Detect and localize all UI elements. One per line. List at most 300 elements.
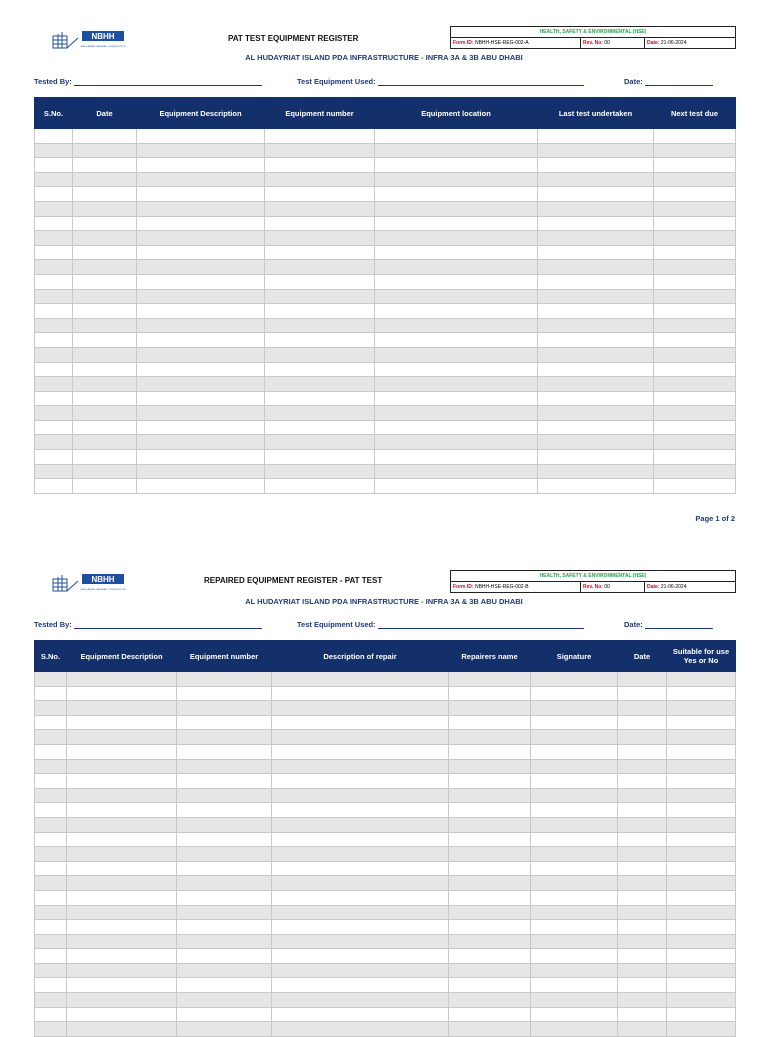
table-cell[interactable] <box>272 978 449 993</box>
table-cell[interactable] <box>35 347 73 362</box>
table-cell[interactable] <box>375 274 538 289</box>
table-cell[interactable] <box>375 450 538 465</box>
table-cell[interactable] <box>67 744 177 759</box>
table-cell[interactable] <box>667 861 736 876</box>
table-cell[interactable] <box>531 774 618 789</box>
table-cell[interactable] <box>667 934 736 949</box>
table-cell[interactable] <box>449 1007 531 1022</box>
table-cell[interactable] <box>73 333 137 348</box>
table-cell[interactable] <box>73 274 137 289</box>
table-cell[interactable] <box>654 172 736 187</box>
table-cell[interactable] <box>375 391 538 406</box>
table-cell[interactable] <box>449 832 531 847</box>
table-cell[interactable] <box>67 920 177 935</box>
table-cell[interactable] <box>531 963 618 978</box>
table-cell[interactable] <box>618 686 667 701</box>
table-cell[interactable] <box>73 362 137 377</box>
table-cell[interactable] <box>73 450 137 465</box>
table-cell[interactable] <box>618 963 667 978</box>
table-cell[interactable] <box>375 464 538 479</box>
table-cell[interactable] <box>272 861 449 876</box>
table-cell[interactable] <box>137 172 265 187</box>
table-cell[interactable] <box>35 890 67 905</box>
table-cell[interactable] <box>73 406 137 421</box>
test-equipment-field[interactable]: Test Equipment Used: <box>297 620 584 629</box>
table-cell[interactable] <box>137 201 265 216</box>
table-cell[interactable] <box>667 686 736 701</box>
table-cell[interactable] <box>35 187 73 202</box>
table-cell[interactable] <box>538 377 654 392</box>
table-cell[interactable] <box>137 143 265 158</box>
table-cell[interactable] <box>449 686 531 701</box>
table-cell[interactable] <box>73 420 137 435</box>
test-equipment-field[interactable]: Test Equipment Used: <box>297 77 584 86</box>
table-cell[interactable] <box>449 876 531 891</box>
table-cell[interactable] <box>73 377 137 392</box>
table-cell[interactable] <box>654 274 736 289</box>
table-cell[interactable] <box>35 274 73 289</box>
table-cell[interactable] <box>137 420 265 435</box>
table-cell[interactable] <box>531 730 618 745</box>
table-cell[interactable] <box>667 774 736 789</box>
table-cell[interactable] <box>137 216 265 231</box>
table-cell[interactable] <box>35 450 73 465</box>
table-cell[interactable] <box>177 701 272 716</box>
table-cell[interactable] <box>667 920 736 935</box>
table-cell[interactable] <box>265 347 375 362</box>
table-cell[interactable] <box>67 963 177 978</box>
table-cell[interactable] <box>375 216 538 231</box>
table-cell[interactable] <box>67 1007 177 1022</box>
table-cell[interactable] <box>137 479 265 494</box>
table-cell[interactable] <box>35 158 73 173</box>
table-cell[interactable] <box>73 245 137 260</box>
table-cell[interactable] <box>67 803 177 818</box>
table-cell[interactable] <box>265 129 375 144</box>
table-cell[interactable] <box>67 861 177 876</box>
table-cell[interactable] <box>667 803 736 818</box>
table-cell[interactable] <box>272 993 449 1008</box>
table-cell[interactable] <box>618 774 667 789</box>
table-cell[interactable] <box>137 435 265 450</box>
table-cell[interactable] <box>67 890 177 905</box>
table-cell[interactable] <box>137 231 265 246</box>
table-cell[interactable] <box>375 406 538 421</box>
table-cell[interactable] <box>73 129 137 144</box>
table-cell[interactable] <box>531 744 618 759</box>
table-cell[interactable] <box>35 420 73 435</box>
table-cell[interactable] <box>531 832 618 847</box>
table-cell[interactable] <box>538 420 654 435</box>
table-cell[interactable] <box>538 479 654 494</box>
table-cell[interactable] <box>265 377 375 392</box>
table-cell[interactable] <box>531 920 618 935</box>
table-cell[interactable] <box>618 949 667 964</box>
table-cell[interactable] <box>73 201 137 216</box>
table-cell[interactable] <box>538 304 654 319</box>
table-cell[interactable] <box>73 231 137 246</box>
table-cell[interactable] <box>375 377 538 392</box>
table-cell[interactable] <box>531 701 618 716</box>
table-cell[interactable] <box>137 391 265 406</box>
table-cell[interactable] <box>618 876 667 891</box>
table-cell[interactable] <box>375 479 538 494</box>
table-cell[interactable] <box>618 672 667 687</box>
table-cell[interactable] <box>654 143 736 158</box>
table-cell[interactable] <box>449 920 531 935</box>
table-cell[interactable] <box>538 435 654 450</box>
table-cell[interactable] <box>449 774 531 789</box>
table-cell[interactable] <box>272 759 449 774</box>
table-cell[interactable] <box>531 847 618 862</box>
table-cell[interactable] <box>538 187 654 202</box>
table-cell[interactable] <box>375 289 538 304</box>
table-cell[interactable] <box>67 876 177 891</box>
table-cell[interactable] <box>35 318 73 333</box>
table-cell[interactable] <box>531 672 618 687</box>
tested-by-field[interactable]: Tested By: <box>34 77 262 86</box>
table-cell[interactable] <box>265 464 375 479</box>
table-cell[interactable] <box>35 774 67 789</box>
table-cell[interactable] <box>375 333 538 348</box>
table-cell[interactable] <box>449 993 531 1008</box>
table-cell[interactable] <box>67 774 177 789</box>
table-cell[interactable] <box>449 744 531 759</box>
table-cell[interactable] <box>375 172 538 187</box>
table-cell[interactable] <box>667 847 736 862</box>
table-cell[interactable] <box>35 686 67 701</box>
table-cell[interactable] <box>73 143 137 158</box>
table-cell[interactable] <box>531 978 618 993</box>
table-cell[interactable] <box>375 260 538 275</box>
table-cell[interactable] <box>272 730 449 745</box>
table-cell[interactable] <box>618 1007 667 1022</box>
table-cell[interactable] <box>654 201 736 216</box>
table-cell[interactable] <box>449 803 531 818</box>
table-cell[interactable] <box>618 890 667 905</box>
table-cell[interactable] <box>272 803 449 818</box>
table-cell[interactable] <box>35 333 73 348</box>
date-field[interactable]: Date: <box>624 620 713 629</box>
table-cell[interactable] <box>35 978 67 993</box>
table-cell[interactable] <box>667 730 736 745</box>
table-cell[interactable] <box>654 289 736 304</box>
table-cell[interactable] <box>654 435 736 450</box>
table-cell[interactable] <box>177 934 272 949</box>
table-cell[interactable] <box>35 289 73 304</box>
table-cell[interactable] <box>538 143 654 158</box>
table-cell[interactable] <box>177 686 272 701</box>
table-cell[interactable] <box>375 304 538 319</box>
table-cell[interactable] <box>667 993 736 1008</box>
table-cell[interactable] <box>137 406 265 421</box>
table-cell[interactable] <box>375 231 538 246</box>
table-cell[interactable] <box>265 391 375 406</box>
table-cell[interactable] <box>177 949 272 964</box>
table-cell[interactable] <box>449 759 531 774</box>
table-cell[interactable] <box>35 129 73 144</box>
table-cell[interactable] <box>177 803 272 818</box>
table-cell[interactable] <box>265 304 375 319</box>
table-cell[interactable] <box>618 993 667 1008</box>
tested-by-field[interactable]: Tested By: <box>34 620 262 629</box>
table-cell[interactable] <box>67 701 177 716</box>
table-cell[interactable] <box>177 744 272 759</box>
table-cell[interactable] <box>35 701 67 716</box>
table-cell[interactable] <box>67 993 177 1008</box>
table-cell[interactable] <box>177 715 272 730</box>
table-cell[interactable] <box>272 774 449 789</box>
table-cell[interactable] <box>272 920 449 935</box>
table-cell[interactable] <box>538 289 654 304</box>
table-cell[interactable] <box>265 245 375 260</box>
table-cell[interactable] <box>177 993 272 1008</box>
table-cell[interactable] <box>177 861 272 876</box>
table-cell[interactable] <box>35 759 67 774</box>
table-cell[interactable] <box>654 420 736 435</box>
table-cell[interactable] <box>265 274 375 289</box>
table-cell[interactable] <box>618 847 667 862</box>
table-cell[interactable] <box>73 479 137 494</box>
table-cell[interactable] <box>375 435 538 450</box>
table-cell[interactable] <box>618 920 667 935</box>
table-cell[interactable] <box>35 377 73 392</box>
table-cell[interactable] <box>35 172 73 187</box>
table-cell[interactable] <box>538 318 654 333</box>
table-cell[interactable] <box>137 362 265 377</box>
table-cell[interactable] <box>265 333 375 348</box>
table-cell[interactable] <box>35 788 67 803</box>
table-cell[interactable] <box>137 260 265 275</box>
table-cell[interactable] <box>265 201 375 216</box>
table-cell[interactable] <box>177 774 272 789</box>
table-cell[interactable] <box>538 391 654 406</box>
table-cell[interactable] <box>654 479 736 494</box>
table-cell[interactable] <box>538 464 654 479</box>
table-cell[interactable] <box>177 905 272 920</box>
table-cell[interactable] <box>654 245 736 260</box>
table-cell[interactable] <box>449 905 531 920</box>
table-cell[interactable] <box>73 304 137 319</box>
table-cell[interactable] <box>35 362 73 377</box>
table-cell[interactable] <box>654 464 736 479</box>
table-cell[interactable] <box>35 876 67 891</box>
table-cell[interactable] <box>67 759 177 774</box>
table-cell[interactable] <box>35 920 67 935</box>
table-cell[interactable] <box>73 158 137 173</box>
table-cell[interactable] <box>177 817 272 832</box>
table-cell[interactable] <box>375 245 538 260</box>
table-cell[interactable] <box>137 129 265 144</box>
table-cell[interactable] <box>35 216 73 231</box>
table-cell[interactable] <box>449 788 531 803</box>
table-cell[interactable] <box>667 949 736 964</box>
table-cell[interactable] <box>265 187 375 202</box>
table-cell[interactable] <box>449 672 531 687</box>
table-cell[interactable] <box>449 934 531 949</box>
table-cell[interactable] <box>449 963 531 978</box>
table-cell[interactable] <box>35 993 67 1008</box>
table-cell[interactable] <box>375 158 538 173</box>
table-cell[interactable] <box>272 701 449 716</box>
table-cell[interactable] <box>272 686 449 701</box>
table-cell[interactable] <box>35 304 73 319</box>
table-cell[interactable] <box>618 701 667 716</box>
table-cell[interactable] <box>265 406 375 421</box>
table-cell[interactable] <box>35 1007 67 1022</box>
table-cell[interactable] <box>177 890 272 905</box>
table-cell[interactable] <box>67 978 177 993</box>
table-cell[interactable] <box>272 788 449 803</box>
table-cell[interactable] <box>35 847 67 862</box>
table-cell[interactable] <box>67 934 177 949</box>
table-cell[interactable] <box>35 963 67 978</box>
table-cell[interactable] <box>35 817 67 832</box>
table-cell[interactable] <box>177 759 272 774</box>
table-cell[interactable] <box>35 464 73 479</box>
table-cell[interactable] <box>375 347 538 362</box>
table-cell[interactable] <box>654 347 736 362</box>
table-cell[interactable] <box>73 435 137 450</box>
table-cell[interactable] <box>265 318 375 333</box>
table-cell[interactable] <box>449 730 531 745</box>
table-cell[interactable] <box>137 464 265 479</box>
table-cell[interactable] <box>35 934 67 949</box>
table-cell[interactable] <box>531 861 618 876</box>
table-cell[interactable] <box>618 817 667 832</box>
table-cell[interactable] <box>375 201 538 216</box>
table-cell[interactable] <box>137 318 265 333</box>
table-cell[interactable] <box>654 260 736 275</box>
table-cell[interactable] <box>531 905 618 920</box>
table-cell[interactable] <box>449 890 531 905</box>
table-cell[interactable] <box>73 391 137 406</box>
table-cell[interactable] <box>654 304 736 319</box>
table-cell[interactable] <box>375 362 538 377</box>
table-cell[interactable] <box>35 435 73 450</box>
table-cell[interactable] <box>618 788 667 803</box>
table-cell[interactable] <box>73 187 137 202</box>
table-cell[interactable] <box>73 260 137 275</box>
table-cell[interactable] <box>35 260 73 275</box>
table-cell[interactable] <box>618 861 667 876</box>
table-cell[interactable] <box>667 832 736 847</box>
table-cell[interactable] <box>177 963 272 978</box>
table-cell[interactable] <box>531 934 618 949</box>
table-cell[interactable] <box>272 876 449 891</box>
table-cell[interactable] <box>654 333 736 348</box>
table-cell[interactable] <box>272 715 449 730</box>
table-cell[interactable] <box>667 744 736 759</box>
table-cell[interactable] <box>35 715 67 730</box>
table-cell[interactable] <box>137 377 265 392</box>
table-cell[interactable] <box>67 905 177 920</box>
table-cell[interactable] <box>177 730 272 745</box>
table-cell[interactable] <box>375 318 538 333</box>
table-cell[interactable] <box>265 216 375 231</box>
table-cell[interactable] <box>67 949 177 964</box>
table-cell[interactable] <box>538 158 654 173</box>
table-cell[interactable] <box>73 216 137 231</box>
table-cell[interactable] <box>35 730 67 745</box>
table-cell[interactable] <box>35 949 67 964</box>
table-cell[interactable] <box>137 158 265 173</box>
table-cell[interactable] <box>531 715 618 730</box>
table-cell[interactable] <box>35 406 73 421</box>
table-cell[interactable] <box>35 231 73 246</box>
table-cell[interactable] <box>73 289 137 304</box>
table-cell[interactable] <box>538 274 654 289</box>
table-cell[interactable] <box>272 744 449 759</box>
table-cell[interactable] <box>531 1007 618 1022</box>
table-cell[interactable] <box>654 158 736 173</box>
table-cell[interactable] <box>272 832 449 847</box>
table-cell[interactable] <box>538 201 654 216</box>
table-cell[interactable] <box>538 333 654 348</box>
table-cell[interactable] <box>265 172 375 187</box>
table-cell[interactable] <box>35 245 73 260</box>
table-cell[interactable] <box>272 847 449 862</box>
table-cell[interactable] <box>177 672 272 687</box>
table-cell[interactable] <box>67 686 177 701</box>
table-cell[interactable] <box>265 231 375 246</box>
table-cell[interactable] <box>137 274 265 289</box>
table-cell[interactable] <box>137 304 265 319</box>
table-cell[interactable] <box>538 216 654 231</box>
table-cell[interactable] <box>67 847 177 862</box>
table-cell[interactable] <box>667 788 736 803</box>
table-cell[interactable] <box>531 788 618 803</box>
table-cell[interactable] <box>73 318 137 333</box>
table-cell[interactable] <box>35 143 73 158</box>
table-cell[interactable] <box>137 187 265 202</box>
table-cell[interactable] <box>538 172 654 187</box>
table-cell[interactable] <box>67 817 177 832</box>
table-cell[interactable] <box>654 450 736 465</box>
table-cell[interactable] <box>538 245 654 260</box>
table-cell[interactable] <box>35 201 73 216</box>
table-cell[interactable] <box>531 803 618 818</box>
table-cell[interactable] <box>618 934 667 949</box>
table-cell[interactable] <box>618 905 667 920</box>
table-cell[interactable] <box>272 963 449 978</box>
table-cell[interactable] <box>654 231 736 246</box>
table-cell[interactable] <box>654 129 736 144</box>
table-cell[interactable] <box>272 890 449 905</box>
table-cell[interactable] <box>137 289 265 304</box>
table-cell[interactable] <box>67 730 177 745</box>
table-cell[interactable] <box>449 817 531 832</box>
table-cell[interactable] <box>67 788 177 803</box>
table-cell[interactable] <box>667 905 736 920</box>
table-cell[interactable] <box>265 420 375 435</box>
table-cell[interactable] <box>667 715 736 730</box>
table-cell[interactable] <box>35 832 67 847</box>
table-cell[interactable] <box>272 949 449 964</box>
table-cell[interactable] <box>667 672 736 687</box>
table-cell[interactable] <box>272 934 449 949</box>
table-cell[interactable] <box>67 832 177 847</box>
table-cell[interactable] <box>618 832 667 847</box>
table-cell[interactable] <box>538 406 654 421</box>
table-cell[interactable] <box>538 347 654 362</box>
date-field[interactable]: Date: <box>624 77 713 86</box>
table-cell[interactable] <box>272 672 449 687</box>
table-cell[interactable] <box>177 978 272 993</box>
table-cell[interactable] <box>137 333 265 348</box>
table-cell[interactable] <box>177 920 272 935</box>
table-cell[interactable] <box>265 435 375 450</box>
